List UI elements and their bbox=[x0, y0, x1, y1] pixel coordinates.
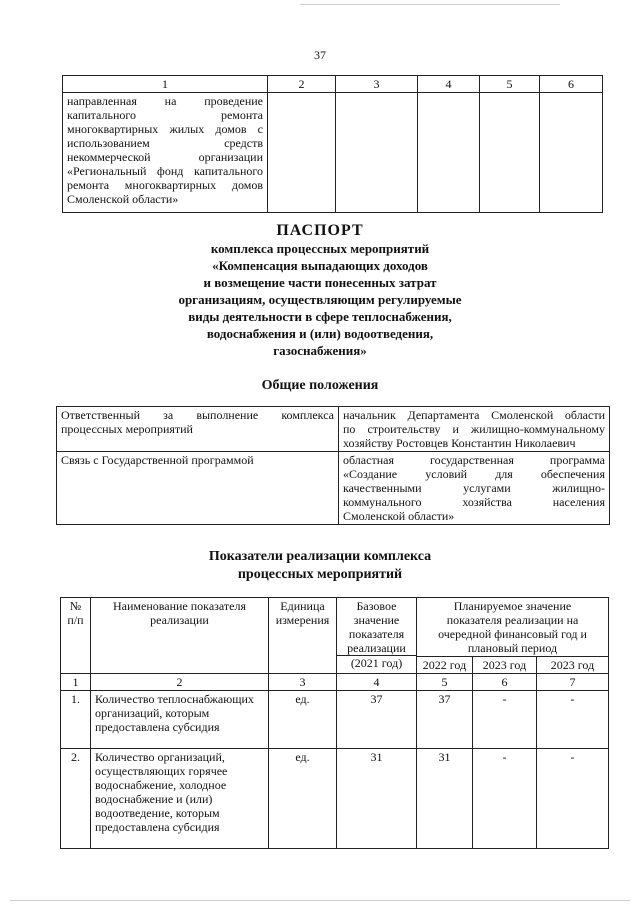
empty-cell bbox=[480, 93, 540, 213]
indicator-name: Количество организаций, осуществляющих горячее водоснабжение, холодное водоснабжение и (или) водоотведение, которым предоставлена субсидия bbox=[91, 749, 269, 849]
row-number: 1. bbox=[61, 691, 91, 749]
scan-top-line bbox=[300, 4, 560, 5]
col-name-header: Наименование показателя реализации bbox=[91, 598, 269, 674]
passport-title: ПАСПОРТ bbox=[276, 222, 364, 239]
empty-cell bbox=[268, 93, 336, 213]
col-unit-header: Единица измерения bbox=[269, 598, 337, 674]
year-2023-header: 2023 год bbox=[473, 657, 537, 674]
empty-cell bbox=[418, 93, 480, 213]
indicator-2022: 37 bbox=[417, 691, 473, 749]
responsible-label: Ответственный за выполнение комплекса процессных мероприятий bbox=[57, 407, 339, 452]
index-cell: 1 bbox=[61, 674, 91, 691]
continuation-table bbox=[62, 75, 603, 213]
indicator-unit: ед. bbox=[269, 749, 337, 849]
continuation-description: направленная на проведение капитального ремонта многоквартирных жилых домов с использованием средств некоммерческой организации «Региональный фонд капитального ремонта многоквартирных домов Смоленской области» bbox=[63, 93, 268, 213]
indicator-unit: ед. bbox=[269, 691, 337, 749]
indicators-index-row bbox=[61, 674, 609, 691]
general-table bbox=[56, 406, 610, 525]
col-number-header: № п/п bbox=[61, 598, 91, 674]
scan-bottom-line bbox=[10, 900, 630, 901]
general-row-responsible bbox=[57, 407, 610, 452]
header-col-2: 2 bbox=[268, 76, 336, 93]
header-col-5: 5 bbox=[480, 76, 540, 93]
col-planned-header: Планируемое значение показателя реализации на очередной финансовый год и плановый период bbox=[417, 598, 609, 657]
index-cell: 2 bbox=[91, 674, 269, 691]
empty-cell bbox=[540, 93, 603, 213]
general-row-program bbox=[57, 452, 610, 525]
passport-subtitle: комплекса процессных мероприятий «Компенсация выпадающих доходов и возмещение части понесенных затрат организациям, осуществляющим регулируемые виды деятельности в сфере теплоснабжения, водоснабжения и (или) водоотведения, газоснабжения» bbox=[178, 241, 462, 358]
continuation-header-row bbox=[63, 76, 603, 93]
header-col-4: 4 bbox=[418, 76, 480, 93]
index-cell: 6 bbox=[473, 674, 537, 691]
row-number: 2. bbox=[61, 749, 91, 849]
general-heading: Общие положения bbox=[261, 378, 379, 393]
index-cell: 5 bbox=[417, 674, 473, 691]
header-col-6: 6 bbox=[540, 76, 603, 93]
indicator-2023: - bbox=[473, 691, 537, 749]
year-2023b-header: 2023 год bbox=[537, 657, 609, 674]
indicator-name: Количество теплоснабжающих организаций, которым предоставлена субсидия bbox=[91, 691, 269, 749]
table-row bbox=[61, 691, 609, 749]
indicator-2023b: - bbox=[537, 749, 609, 849]
indicator-base: 31 bbox=[337, 749, 417, 849]
indicators-heading: Показатели реализации комплекса процессных мероприятий bbox=[208, 549, 432, 582]
indicators-table bbox=[60, 597, 609, 849]
indicators-header-row bbox=[61, 598, 609, 657]
program-value: областная государственная программа «Создание условий для обеспечения качественными услугами жилищно- коммунального хозяйства населения Смоленской области» bbox=[339, 452, 610, 525]
index-cell: 3 bbox=[269, 674, 337, 691]
header-col-1: 1 bbox=[63, 76, 268, 93]
indicator-2023b: - bbox=[537, 691, 609, 749]
header-col-3: 3 bbox=[336, 76, 418, 93]
continuation-body-row bbox=[63, 93, 603, 213]
col-base-header: Базовое значение показателя реализации (2021 год) bbox=[337, 598, 417, 674]
page-number: 37 bbox=[314, 48, 326, 62]
year-2022-header: 2022 год bbox=[417, 657, 473, 674]
empty-cell bbox=[336, 93, 418, 213]
responsible-value: начальник Департамента Смоленской области по строительству и жилищно-коммунальному хозяйству Ростовцев Константин Николаевич bbox=[339, 407, 610, 452]
table-row bbox=[61, 749, 609, 849]
indicator-2022: 31 bbox=[417, 749, 473, 849]
indicator-base: 37 bbox=[337, 691, 417, 749]
index-cell: 4 bbox=[337, 674, 417, 691]
program-label: Связь с Государственной программой bbox=[57, 452, 339, 525]
indicator-2023: - bbox=[473, 749, 537, 849]
index-cell: 7 bbox=[537, 674, 609, 691]
